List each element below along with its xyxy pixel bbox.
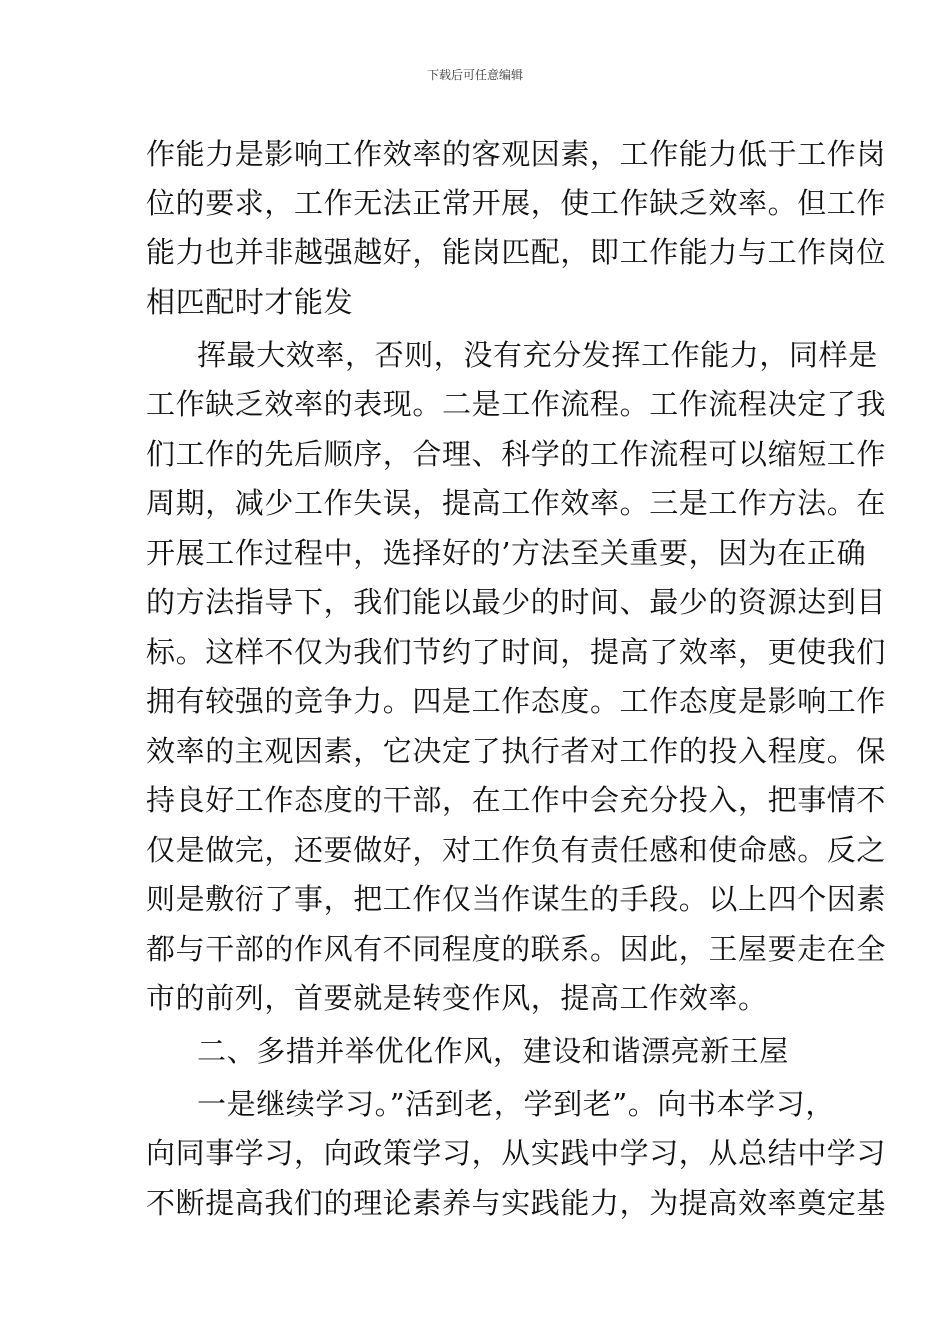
paragraph-line: 开展工作过程中，选择好的’方法至关重要，因为在正确 (146, 536, 867, 570)
paragraph-line: 拥有较强的竞争力。四是工作态度。工作态度是影响工作 (146, 684, 887, 718)
paragraph-line: 挥最大效率，否则，没有充分发挥工作能力，同样是 (197, 338, 878, 372)
page-header: 下载后可任意编辑 (426, 68, 523, 82)
paragraph-line: 工作缺乏效率的表现。二是工作流程。工作流程决定了我 (146, 387, 887, 421)
paragraph-line: 们工作的先后顺序，合理、科学的工作流程可以缩短工作 (146, 437, 887, 471)
paragraph-line: 能力也并非越强越好，能岗匹配，即工作能力与工作岗位 (146, 235, 887, 269)
paragraph-line: 作能力是影响工作效率的客观因素，工作能力低于工作岗 (146, 137, 887, 171)
section-heading: 二、多措并举优化作风，建设和谐漂亮新王屋 (197, 1034, 790, 1068)
paragraph-line: 持良好工作态度的干部，在工作中会充分投入，把事情不 (146, 783, 887, 817)
paragraph-line: 仅是做完，还要做好，对工作负有责任感和使命感。反之 (146, 833, 887, 867)
paragraph-line: 都与干部的作风有不同程度的联系。因此，王屋要走在全 (146, 932, 887, 966)
paragraph-line: 则是敷衍了事，把工作仅当作谋生的手段。以上四个因素 (146, 882, 887, 916)
paragraph-line: 的方法指导下，我们能以最少的时间、最少的资源达到目 (146, 585, 887, 619)
paragraph-line: 位的要求，工作无法正常开展，使工作缺乏效率。但工作 (146, 186, 887, 220)
paragraph-line: 不断提高我们的理论素养与实践能力，为提高效率奠定基 (146, 1186, 887, 1220)
paragraph-line: 相匹配时才能发 (146, 285, 354, 319)
paragraph-line: 一是继续学习。”活到老，学到老”。向书本学习， (197, 1087, 835, 1121)
paragraph-line: 向同事学习，向政策学习，从实践中学习，从总结中学习 (146, 1136, 887, 1170)
paragraph-line: 周期，减少工作失误，提高工作效率。三是工作方法。在 (146, 486, 887, 520)
paragraph-line: 标。这样不仅为我们节约了时间，提高了效率，更使我们 (146, 635, 887, 669)
paragraph-line: 效率的主观因素，它决定了执行者对工作的投入程度。保 (146, 734, 887, 768)
paragraph-line: 市的前列，首要就是转变作风，提高工作效率。 (146, 981, 768, 1015)
